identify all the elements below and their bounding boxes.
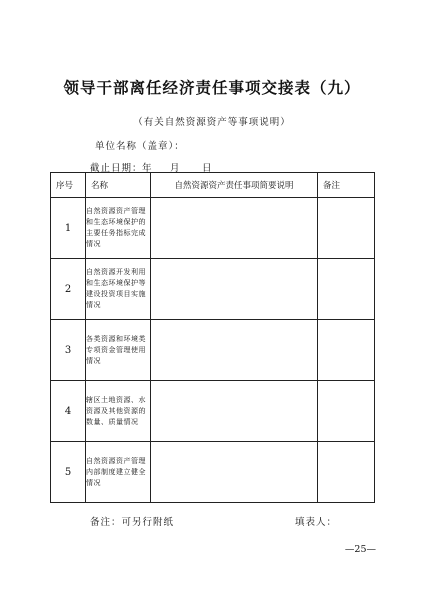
row-remarks-cell[interactable]: [318, 442, 375, 503]
row-index: 5: [51, 442, 86, 503]
page-number: —25—: [344, 544, 376, 555]
cutoff-date-year: 年: [142, 163, 153, 174]
row-remarks-cell[interactable]: [318, 381, 375, 442]
table-row: [51, 259, 375, 320]
table-row: [51, 442, 375, 503]
row-index: 1: [51, 198, 86, 259]
header-remarks: 备注: [318, 173, 375, 198]
row-description-cell[interactable]: [151, 442, 318, 503]
cutoff-date-day: 日: [202, 163, 213, 174]
table-row: [51, 198, 375, 259]
unit-name-label: 单位名称（盖章）：: [95, 141, 185, 152]
row-remarks-cell[interactable]: [318, 259, 375, 320]
row-description-cell[interactable]: [151, 320, 318, 381]
filler-label: 填表人：: [295, 517, 338, 528]
row-index: 4: [51, 381, 86, 442]
row-index: 2: [51, 259, 86, 320]
cutoff-date-month: 月: [170, 163, 181, 174]
row-description-cell[interactable]: [151, 381, 318, 442]
row-item-name: 自然资源资产管理内部制度建立健全情况: [86, 442, 151, 503]
table-row: [51, 381, 375, 442]
cutoff-date-label: 截止日期：: [90, 163, 143, 174]
row-item-name: 自然资源开发利用和生态环境保护等建设投资项目实施情况: [86, 259, 151, 320]
handover-table: [50, 172, 375, 503]
footer-remark: 备注：可另行附纸: [90, 517, 175, 528]
row-index: 3: [51, 320, 86, 381]
row-item-name: 各类资源和环境类专项资金管理使用情况: [86, 320, 151, 381]
header-description: 自然资源资产责任事项简要说明: [151, 173, 318, 198]
row-remarks-cell[interactable]: [318, 198, 375, 259]
header-name: 名称: [86, 173, 151, 198]
form-title: 领导干部离任经济责任事项交接表（九）: [63, 78, 361, 97]
table-row: [51, 320, 375, 381]
row-item-name: 辖区土地资源、水资源及其他资源的数量、质量情况: [86, 381, 151, 442]
form-subtitle: （有关自然资源资产等事项说明）: [133, 117, 291, 128]
table-header-row: [51, 173, 375, 198]
row-remarks-cell[interactable]: [318, 320, 375, 381]
row-description-cell[interactable]: [151, 198, 318, 259]
row-description-cell[interactable]: [151, 259, 318, 320]
header-index: 序号: [51, 173, 86, 198]
row-item-name: 自然资源资产管理和生态环境保护的主要任务指标完成情况: [86, 198, 151, 259]
